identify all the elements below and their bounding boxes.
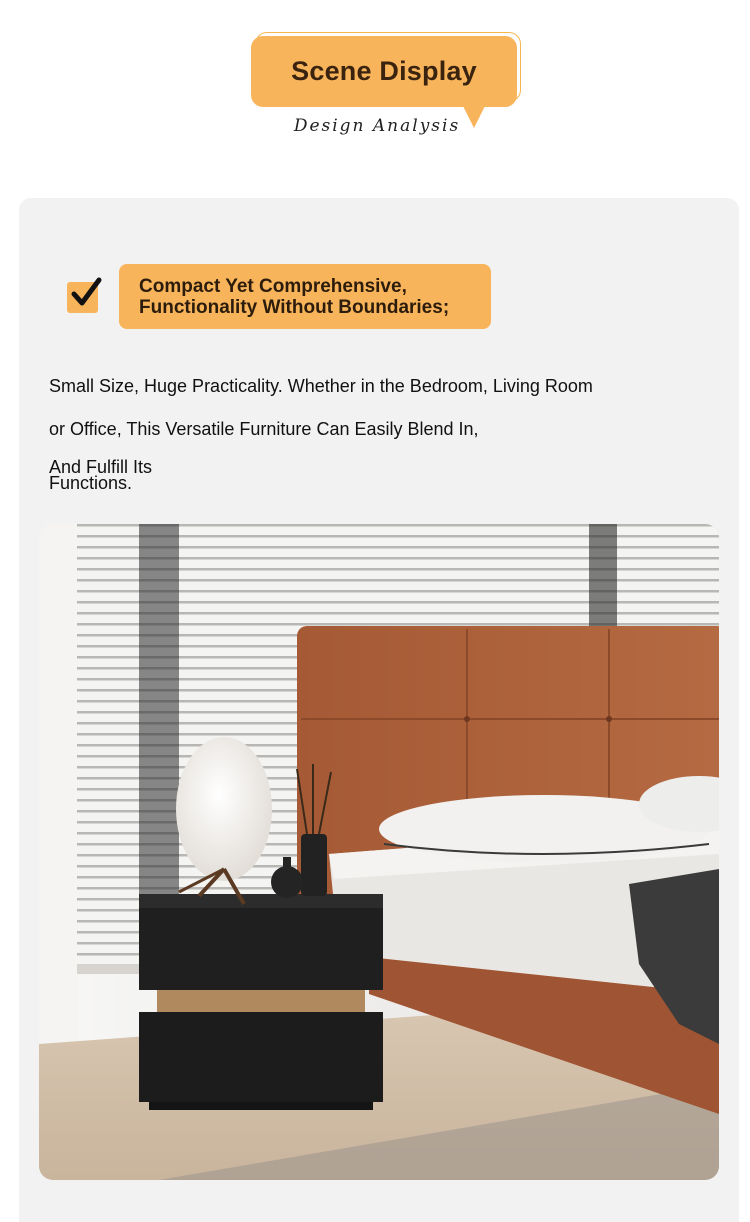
checkmark-icon xyxy=(67,282,98,313)
description-line-1: Small Size, Huge Practicality. Whether in the Bedroom, Living Room xyxy=(49,376,593,396)
feature-line-2: Functionality Without Boundaries; xyxy=(139,297,450,318)
scene-display-badge xyxy=(251,36,517,107)
bedroom-scene-image xyxy=(39,524,719,1180)
section-title: Scene Display xyxy=(291,56,477,86)
description-line-2: or Office, This Versatile Furniture Can Easily Blend In, xyxy=(49,419,479,439)
description-line-3: And Fulfill Its xyxy=(49,457,153,477)
feature-tag xyxy=(119,264,491,329)
section-subtitle: Design Analysis xyxy=(293,116,461,136)
feature-line-1: Compact Yet Comprehensive, xyxy=(139,276,407,297)
description-line-4: Functions. xyxy=(49,473,133,493)
